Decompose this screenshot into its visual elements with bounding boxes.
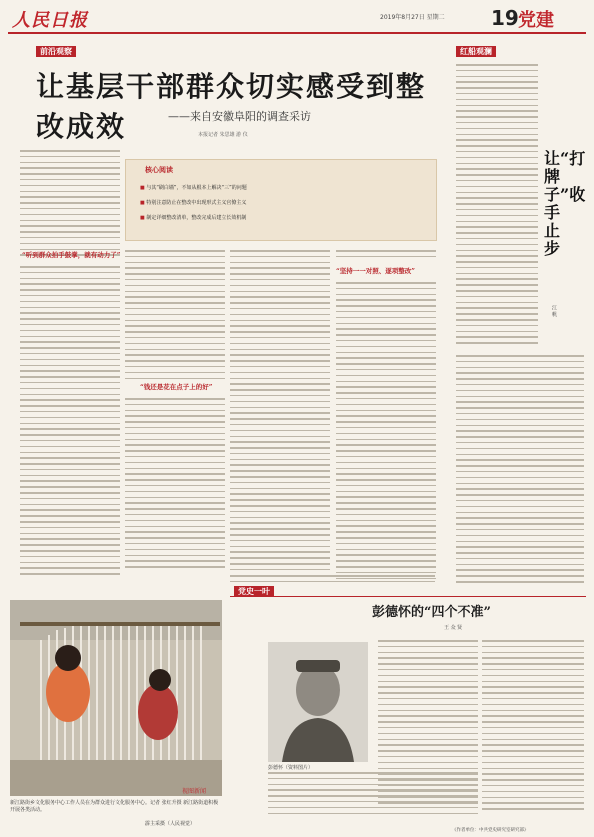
body-column-4b — [336, 282, 436, 583]
main-subhead: ——来自安徽阜阳的调查采访 — [168, 110, 311, 123]
photo1-badge: 视图新闻 — [182, 788, 207, 795]
key-points-title: 核心阅读 — [145, 166, 173, 174]
key-point-1: ■ 与其“刷白墙”，不如从根本上解决“三”的问题 — [140, 184, 247, 191]
author-affiliation: 《作者单位：中共党史研究室研究部》 — [452, 828, 529, 833]
party-history-tag: 党史一叶 — [234, 586, 274, 597]
section-heading-2: “钱还是花在点子上的好” — [140, 383, 213, 391]
party-history-title: 彭德怀的“四个不准” — [372, 605, 491, 620]
red-column-byline: 江 帆 — [551, 305, 557, 317]
key-point-3: ■ 制定详细整改清单，整改完成后建立长效机制 — [140, 214, 246, 221]
main-headline: 让基层干部群众切实感受到整改成效 — [36, 70, 427, 143]
issue-date: 2019年8月27日 星期二 — [380, 14, 445, 21]
red-column-text — [456, 64, 538, 348]
body-column-bottom — [230, 575, 435, 587]
portrait-illustration — [268, 642, 368, 762]
photo1-credit: 霹主采摄（人民视觉） — [145, 821, 196, 827]
page-number: 19 — [491, 6, 519, 30]
section-title: 党建 — [518, 10, 554, 31]
newspaper-logo: 人民日报 — [12, 10, 88, 31]
key-point-2: ■ 特别注意防止在整改中出现形式主义官僚主义 — [140, 199, 246, 206]
red-column-title: 让“打牌子”收手止步 — [544, 149, 586, 258]
noodle-drying-photo — [10, 600, 222, 796]
column-tag: 前沿观察 — [36, 46, 76, 57]
body-column-2 — [125, 250, 225, 383]
section-heading-1: “听到群众拍手鼓掌，就有动力了” — [22, 251, 121, 259]
photo1-caption: 新江路街乡文化服务中心工作人员在为群众进行文化服务中心。记者 张红升摄 新江路街道积极开展各类活动。 — [10, 800, 219, 813]
body-column-2b — [125, 398, 225, 572]
body-column-1 — [20, 150, 120, 260]
masthead — [8, 4, 586, 34]
main-byline: 本报记者 朱思雄 游 仪 — [198, 132, 248, 138]
party-history-col-3 — [268, 772, 478, 818]
peng-dehuai-photo — [268, 642, 368, 762]
body-column-3 — [230, 250, 330, 575]
section-heading-3: “坚持一一对照、逐项整改” — [336, 267, 415, 275]
party-history-byline: 王 众 贤 — [444, 625, 463, 631]
photo-illustration — [10, 600, 222, 796]
body-column-1b — [20, 266, 120, 579]
body-column-4 — [336, 250, 436, 262]
peng-photo-caption: 彭德怀（资料图片） — [268, 765, 314, 771]
red-column-tag: 红船观澜 — [456, 46, 496, 57]
section-divider — [230, 596, 586, 597]
party-history-col-2 — [482, 640, 584, 814]
red-column-text-2 — [456, 355, 584, 587]
